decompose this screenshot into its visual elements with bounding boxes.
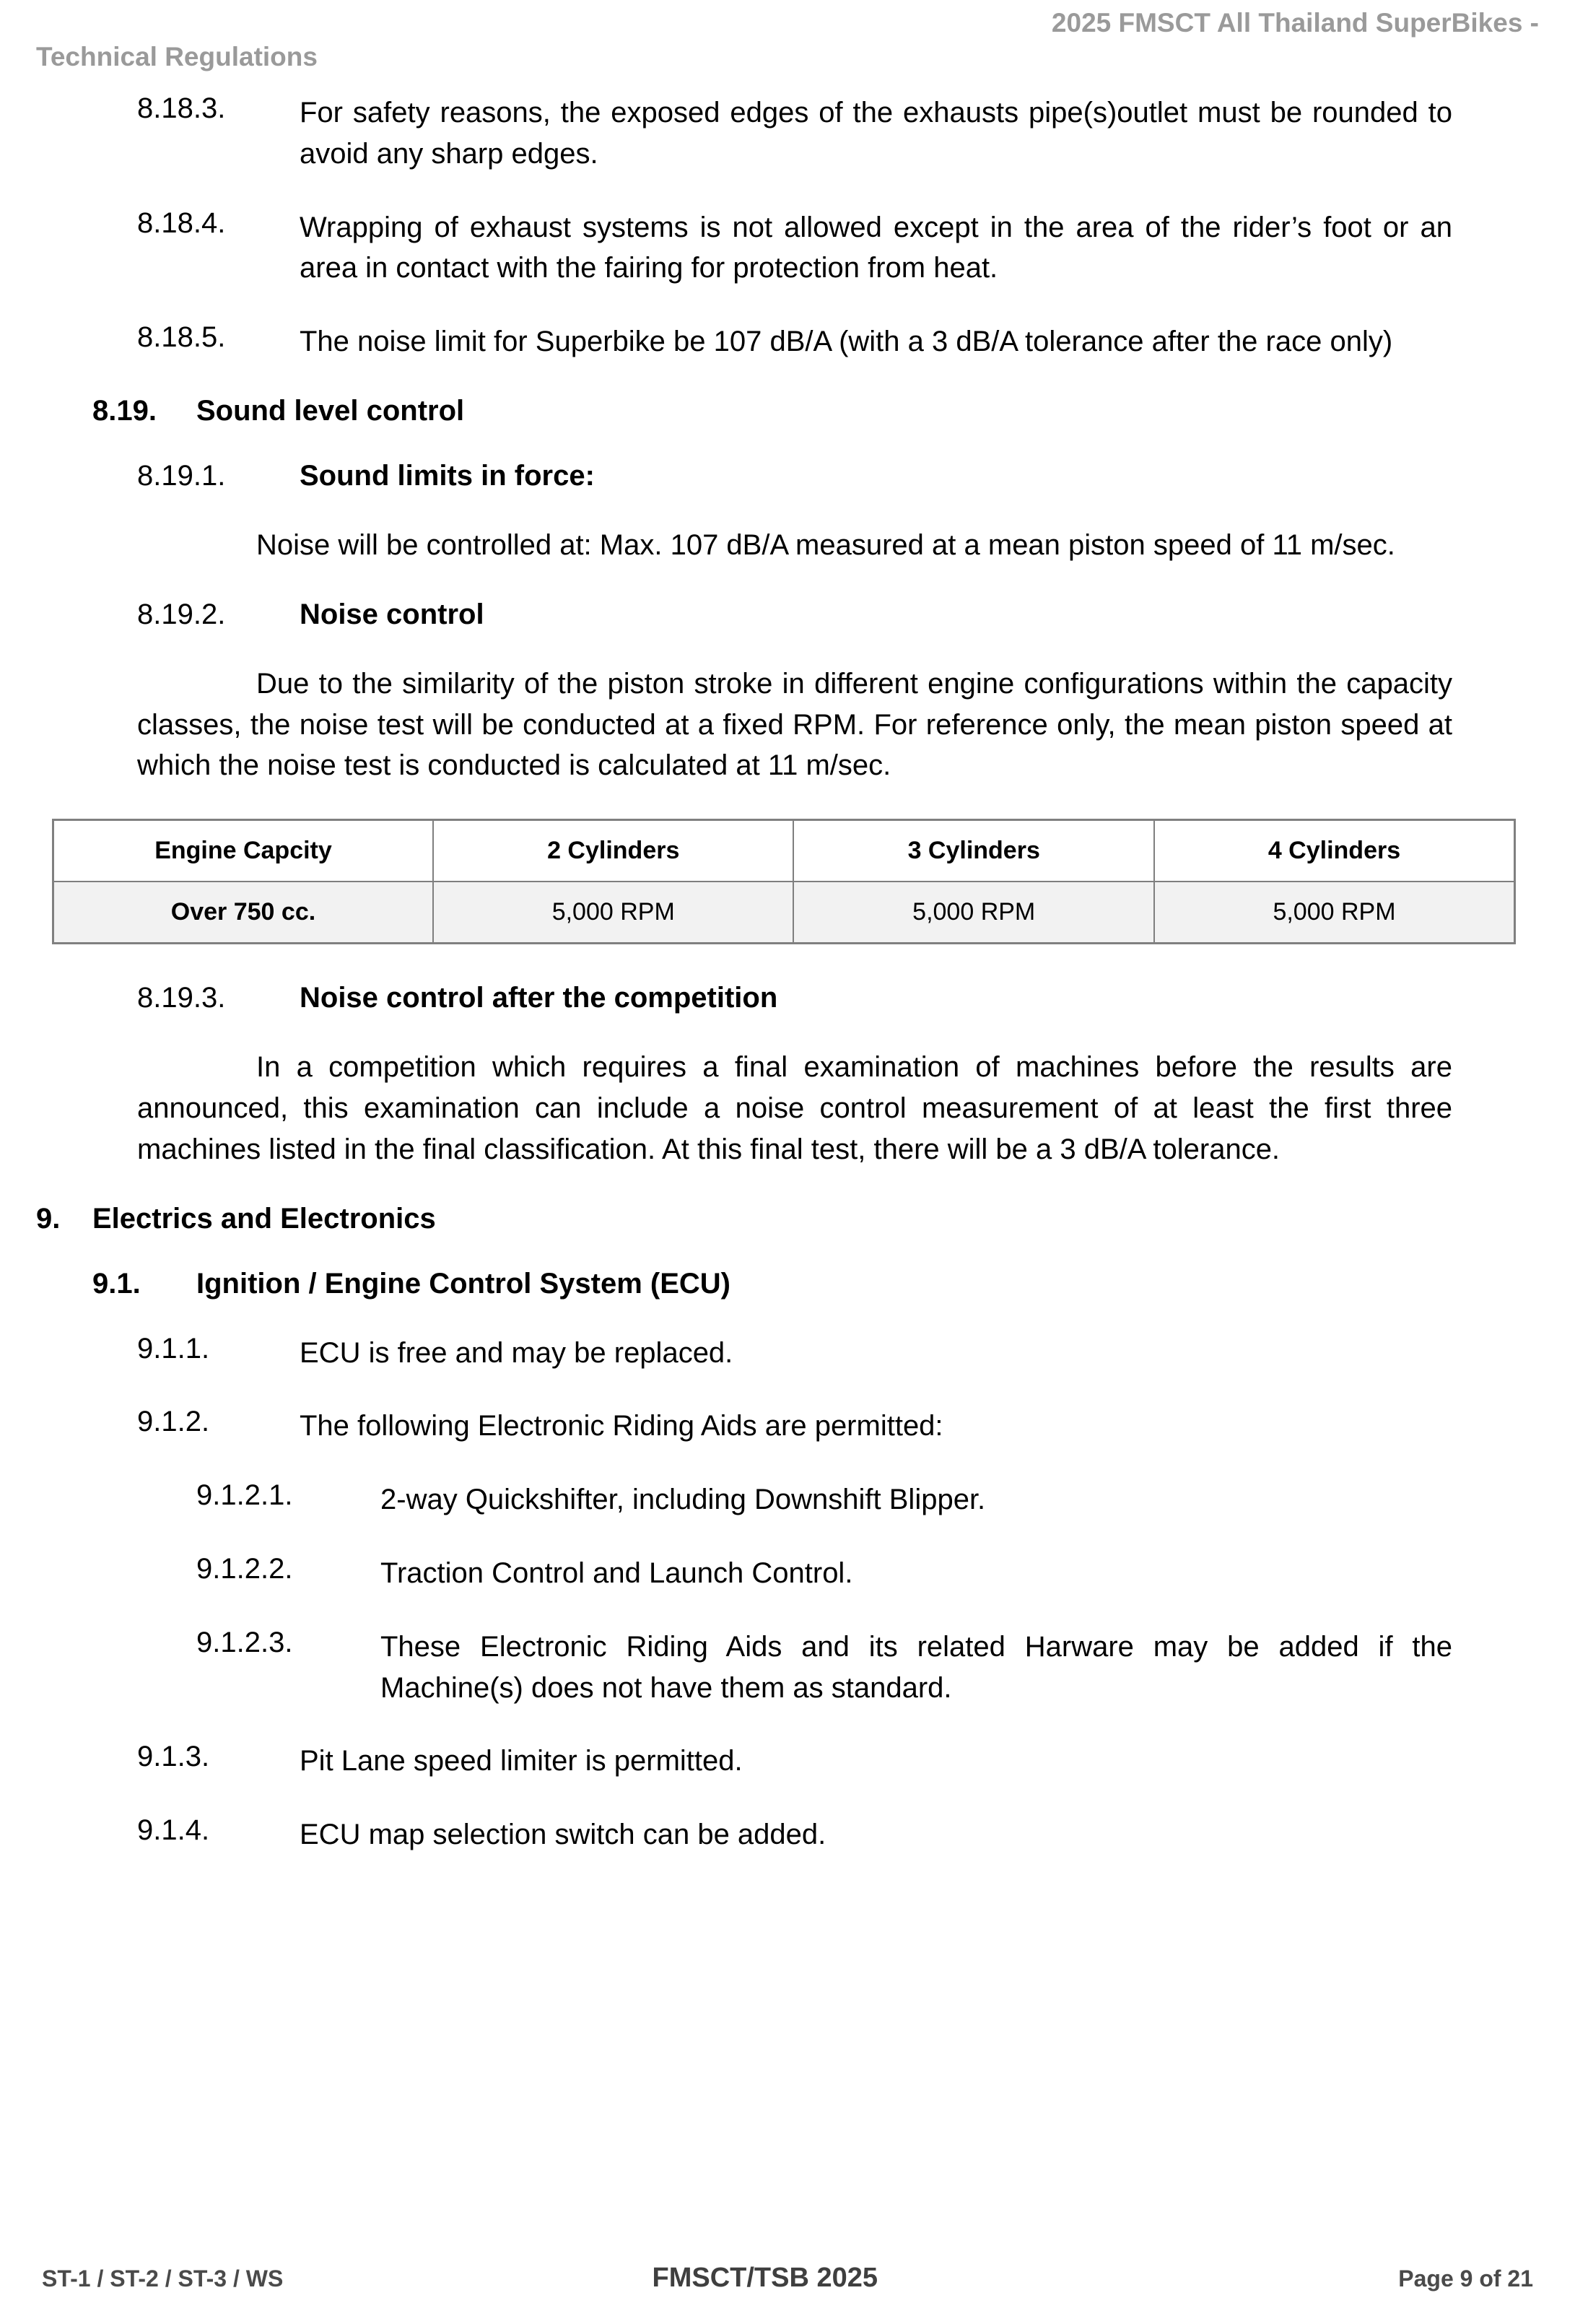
clause-9-1-4	[0, 1814, 1575, 1855]
clause-9-1-3	[0, 1741, 1575, 1782]
heading-number: 8.19.3.	[137, 982, 226, 1014]
heading-label: Sound limits in force:	[300, 459, 595, 492]
clause-number: 8.18.5.	[137, 321, 226, 354]
heading-9-1	[0, 1268, 1575, 1300]
clause-number: 9.1.2.2.	[196, 1552, 293, 1585]
clause-number: 9.1.2.	[137, 1406, 210, 1438]
document-body	[0, 92, 1575, 2172]
table-header-2-cylinders: 2 Cylinders	[433, 820, 793, 882]
clause-text: ECU map selection switch can be added.	[300, 1819, 826, 1851]
table-cell-4cyl-rpm: 5,000 RPM	[1154, 882, 1515, 944]
table-header-4-cylinders: 4 Cylinders	[1154, 820, 1515, 882]
clause-9-1-2-3	[0, 1627, 1575, 1709]
table-cell-2cyl-rpm: 5,000 RPM	[433, 882, 793, 944]
heading-label: Sound level control	[196, 394, 465, 427]
table-header-row	[53, 820, 1515, 882]
clause-text: Wrapping of exhaust systems is not allowed except in the area of the rider’s foot or an area in contact with the fairing for protection from heat.	[300, 211, 1452, 284]
heading-8-19	[0, 395, 1575, 427]
heading-number: 8.19.	[92, 394, 157, 427]
clause-text: Pit Lane speed limiter is permitted.	[300, 1745, 743, 1777]
heading-label: Noise control	[300, 598, 484, 630]
clause-9-1-2-2	[0, 1553, 1575, 1594]
table-row	[53, 882, 1515, 944]
heading-8-19-3	[0, 982, 1575, 1014]
clause-text: The following Electronic Riding Aids are permitted:	[300, 1410, 943, 1442]
footer-document-code: FMSCT/TSB 2025	[652, 2263, 878, 2293]
heading-label: Ignition / Engine Control System (ECU)	[196, 1267, 730, 1300]
clause-text: Traction Control and Launch Control.	[380, 1557, 853, 1589]
heading-number: 9.	[36, 1202, 61, 1235]
noise-test-rpm-table	[52, 819, 1516, 944]
clause-text: For safety reasons, the exposed edges of the exhausts pipe(s)outlet must be rounded to avoid any sharp edges.	[300, 97, 1452, 170]
rpm-table-wrapper	[52, 819, 1516, 944]
document-footer	[42, 2263, 1533, 2294]
heading-9	[0, 1203, 1575, 1235]
header-line-1: 2025 FMSCT All Thailand SuperBikes -	[1051, 8, 1539, 38]
clause-number: 9.1.2.1.	[196, 1479, 293, 1512]
paragraph-8-19-1: Noise will be controlled at: Max. 107 dB/A measured at a mean piston speed of 11 m/sec.	[256, 528, 1395, 561]
heading-label: Electrics and Electronics	[92, 1202, 436, 1235]
table-cell-3cyl-rpm: 5,000 RPM	[793, 882, 1153, 944]
clause-number: 9.1.1.	[137, 1332, 210, 1365]
clause-number: 9.1.4.	[137, 1814, 210, 1847]
clause-9-1-1	[0, 1333, 1575, 1374]
paragraph-8-19-3: In a competition which requires a final examination of machines before the results are announced, this examination can include a noise control measurement of at least the first three machines listed in the final classification. At this final test, there will be a 3 dB/A tolerance.	[137, 1051, 1452, 1165]
clause-number: 9.1.2.3.	[196, 1626, 293, 1658]
heading-label: Noise control after the competition	[300, 982, 778, 1014]
footer-page-number: Page 9 of 21	[1398, 2266, 1533, 2292]
clause-8-18-4	[0, 207, 1575, 290]
clause-text: ECU is free and may be replaced.	[300, 1336, 733, 1369]
footer-class-codes: ST-1 / ST-2 / ST-3 / WS	[42, 2266, 284, 2292]
clause-number: 8.18.3.	[137, 92, 226, 124]
table-header-3-cylinders: 3 Cylinders	[793, 820, 1153, 882]
paragraph-8-19-2: Due to the similarity of the piston stroke in different engine configurations within the capacity classes, the noise test will be conducted at a fixed RPM. For reference only, the mean piston speed at which the noise test is conducted is calculated at 11 m/sec.	[137, 667, 1452, 782]
clause-text: 2-way Quickshifter, including Downshift Blipper.	[380, 1484, 986, 1516]
clause-number: 8.18.4.	[137, 206, 226, 239]
heading-number: 8.19.2.	[137, 598, 226, 630]
clause-text: The noise limit for Superbike be 107 dB/A (with a 3 dB/A tolerance after the race only)	[300, 326, 1393, 358]
clause-text: These Electronic Riding Aids and its related Harware may be added if the Machine(s) does not have them as standard.	[380, 1630, 1452, 1704]
heading-number: 9.1.	[92, 1267, 141, 1300]
table-header-engine-capacity: Engine Capcity	[53, 820, 434, 882]
heading-8-19-1	[0, 460, 1575, 492]
heading-8-19-2	[0, 599, 1575, 631]
document-header	[36, 6, 1539, 74]
clause-number: 9.1.3.	[137, 1741, 210, 1773]
header-line-2: Technical Regulations	[36, 42, 318, 72]
clause-8-18-5	[0, 321, 1575, 362]
clause-8-18-3	[0, 92, 1575, 175]
heading-number: 8.19.1.	[137, 459, 226, 492]
clause-9-1-2	[0, 1406, 1575, 1447]
clause-9-1-2-1	[0, 1479, 1575, 1520]
table-cell-capacity: Over 750 cc.	[53, 882, 434, 944]
